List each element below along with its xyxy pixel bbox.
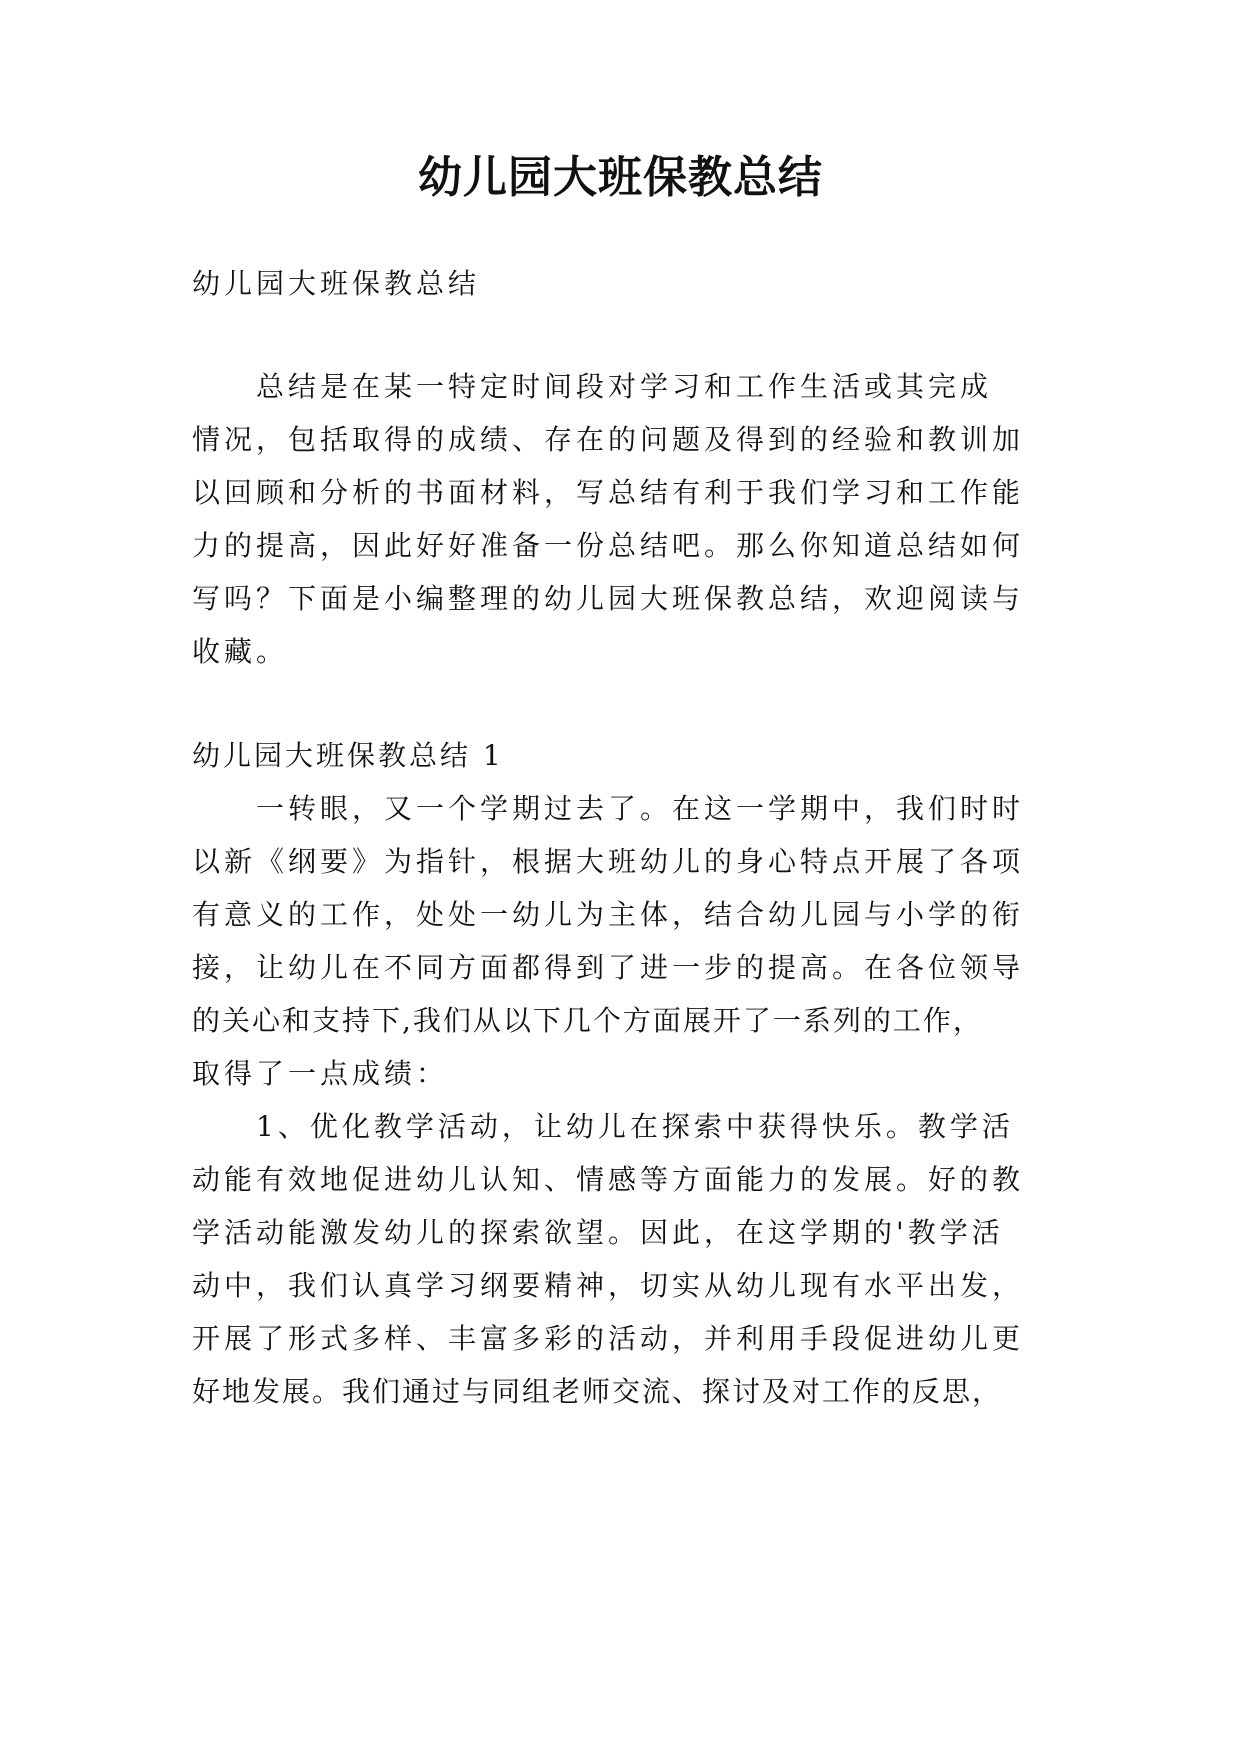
section1-p1-line-3: 有意义的工作，处处一幼儿为主体，结合幼儿园与小学的衔 (192, 898, 1025, 931)
section1-p1-line-2: 以新《纲要》为指针，根据大班幼儿的身心特点开展了各项 (192, 845, 1025, 878)
section1-p2-line-5: 开展了形式多样、丰富多彩的活动，并利用手段促进幼儿更 (192, 1322, 1025, 1355)
document-title: 幼儿园大班保教总结 (418, 152, 823, 203)
section1-p2-line-6: 好地发展。我们通过与同组老师交流、探讨及对工作的反思， (192, 1375, 1003, 1408)
section1-p1-line-4: 接，让幼儿在不同方面都得到了进一步的提高。在各位领导 (192, 951, 1025, 984)
intro-line-6: 收藏。 (192, 635, 289, 668)
section-heading-1: 幼儿园大班保教总结 1 (192, 739, 504, 772)
section1-p2-line-2: 动能有效地促进幼儿认知、情感等方面能力的发展。好的教 (192, 1163, 1025, 1196)
intro-line-5: 写吗？下面是小编整理的幼儿园大班保教总结，欢迎阅读与 (192, 582, 1025, 615)
intro-line-2: 情况，包括取得的成绩、存在的问题及得到的经验和教训加 (192, 423, 1025, 456)
document-subtitle: 幼儿园大班保教总结 (192, 267, 481, 300)
intro-line-3: 以回顾和分析的书面材料，写总结有利于我们学习和工作能 (192, 476, 1025, 509)
intro-line-4: 力的提高，因此好好准备一份总结吧。那么你知道总结如何 (192, 529, 1025, 562)
section1-p2-line-1: 1、优化教学活动，让幼儿在探索中获得快乐。教学活 (256, 1110, 1014, 1143)
section1-p1-line-1: 一转眼，又一个学期过去了。在这一学期中，我们时时 (256, 792, 1025, 825)
section1-p2-line-3: 学活动能激发幼儿的探索欲望。因此，在这学期的'教学活 (192, 1216, 1004, 1249)
section1-p1-line-5: 的关心和支持下,我们从以下几个方面展开了一系列的工作， (192, 1004, 983, 1037)
section1-p2-line-4: 动中，我们认真学习纲要精神，切实从幼儿现有水平出发， (192, 1269, 1025, 1302)
intro-line-1: 总结是在某一特定时间段对学习和工作生活或其完成 (256, 370, 993, 403)
section1-p1-line-6: 取得了一点成绩： (192, 1057, 449, 1090)
